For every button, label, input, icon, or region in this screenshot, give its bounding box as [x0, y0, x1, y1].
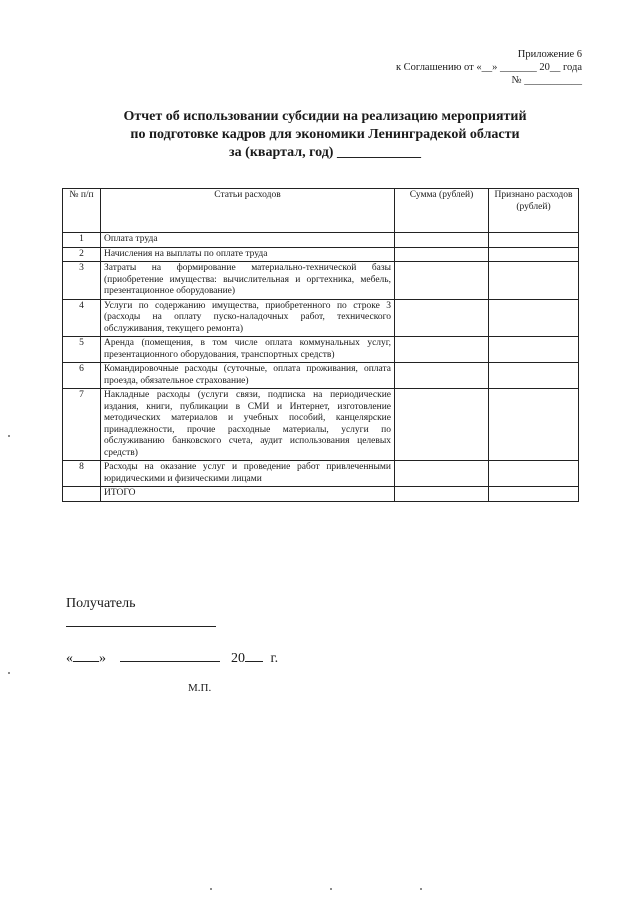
stamp-placeholder: М.П. [188, 682, 212, 694]
scan-dot [8, 435, 10, 437]
scan-dot [210, 888, 212, 890]
total-accepted-cell[interactable] [489, 487, 579, 502]
row-number: 7 [63, 389, 101, 461]
year-suffix: г. [270, 651, 279, 666]
row-accepted-cell[interactable] [489, 363, 579, 389]
header-expense-item: Статьи расходов [101, 189, 395, 233]
header-number: № п/п [63, 189, 101, 233]
row-number: 8 [63, 461, 101, 487]
row-expense-item: Затраты на формирование материально-технической базы (приобретение имущества: вычислительная и оргтехника, мебель, презентационное оборудование) [101, 262, 395, 300]
table-row [63, 262, 579, 300]
row-sum-cell[interactable] [395, 233, 489, 248]
header-accepted: Признано расходов (рублей) [489, 189, 579, 233]
row-number: 4 [63, 299, 101, 337]
day-blank[interactable] [73, 648, 99, 662]
row-expense-item: Аренда (помещения, в том числе оплата коммунальных услуг, презентационного оборудования, транспортных средств) [101, 337, 395, 363]
total-number-cell [63, 487, 101, 502]
year-blank[interactable] [245, 648, 263, 662]
scan-dot [8, 672, 10, 674]
row-number: 5 [63, 337, 101, 363]
year-prefix: 20 [231, 651, 245, 666]
row-sum-cell[interactable] [395, 299, 489, 337]
scan-dot [420, 888, 422, 890]
row-expense-item: Услуги по содержанию имущества, приобретенного по строке 3 (расходы на оплату пуско-наладочных работ, технического обслуживания, текущего ремонта) [101, 299, 395, 337]
row-number: 2 [63, 247, 101, 262]
row-sum-cell[interactable] [395, 363, 489, 389]
report-title-line-2: по подготовке кадров для экономики Ленинградекой области [130, 127, 520, 142]
row-expense-item: Командировочные расходы (суточные, оплата проживания, оплата проезда, обязательное страхование) [101, 363, 395, 389]
table-row [63, 363, 579, 389]
annex-number: Приложение 6 [517, 49, 582, 60]
signature-line[interactable] [66, 626, 216, 627]
annex-agreement-number: № ___________ [511, 75, 582, 86]
row-expense-item: Начисления на выплаты по оплате труда [101, 247, 395, 262]
header-sum: Сумма (рублей) [395, 189, 489, 233]
row-sum-cell[interactable] [395, 389, 489, 461]
row-sum-cell[interactable] [395, 461, 489, 487]
row-expense-item: Накладные расходы (услуги связи, подписка на периодические издания, книги, публикации в СМИ и Интернет, изготовление методических материалов и учебных пособий, канцелярские принадлежности, прочие расходные материалы, услуги по обслуживанию банковского счета, аудит использования целевых средств) [101, 389, 395, 461]
row-sum-cell[interactable] [395, 247, 489, 262]
table-header-row [63, 189, 579, 233]
row-accepted-cell[interactable] [489, 233, 579, 248]
row-accepted-cell[interactable] [489, 262, 579, 300]
row-number: 6 [63, 363, 101, 389]
row-expense-item: Расходы на оказание услуг и проведение работ привлеченными юридическими и физическими лицами [101, 461, 395, 487]
row-accepted-cell[interactable] [489, 389, 579, 461]
table-row [63, 233, 579, 248]
row-sum-cell[interactable] [395, 337, 489, 363]
total-sum-cell[interactable] [395, 487, 489, 502]
row-number: 3 [63, 262, 101, 300]
month-blank[interactable] [120, 648, 220, 662]
annex-agreement-ref: к Соглашению от «__» _______ 20__ года [395, 62, 582, 73]
row-accepted-cell[interactable] [489, 247, 579, 262]
date-line [66, 648, 278, 667]
report-title-line-1: Отчет об использовании субсидии на реализацию мероприятий [123, 109, 527, 124]
row-sum-cell[interactable] [395, 262, 489, 300]
date-open-quote: « [66, 651, 73, 666]
report-title [60, 108, 590, 162]
row-expense-item: Оплата труда [101, 233, 395, 248]
scan-dot [330, 888, 332, 890]
table-row [63, 299, 579, 337]
date-close-quote: » [99, 651, 106, 666]
total-label: ИТОГО [101, 487, 395, 502]
table-total-row [63, 487, 579, 502]
table-row [63, 389, 579, 461]
table-row [63, 337, 579, 363]
annex-header [342, 48, 582, 87]
table-row [63, 247, 579, 262]
row-accepted-cell[interactable] [489, 299, 579, 337]
row-accepted-cell[interactable] [489, 337, 579, 363]
report-title-line-3: за (квартал, год) ____________ [229, 145, 421, 160]
recipient-label: Получатель [66, 596, 136, 611]
expense-report-table [62, 188, 579, 502]
row-number: 1 [63, 233, 101, 248]
row-accepted-cell[interactable] [489, 461, 579, 487]
table-row [63, 461, 579, 487]
